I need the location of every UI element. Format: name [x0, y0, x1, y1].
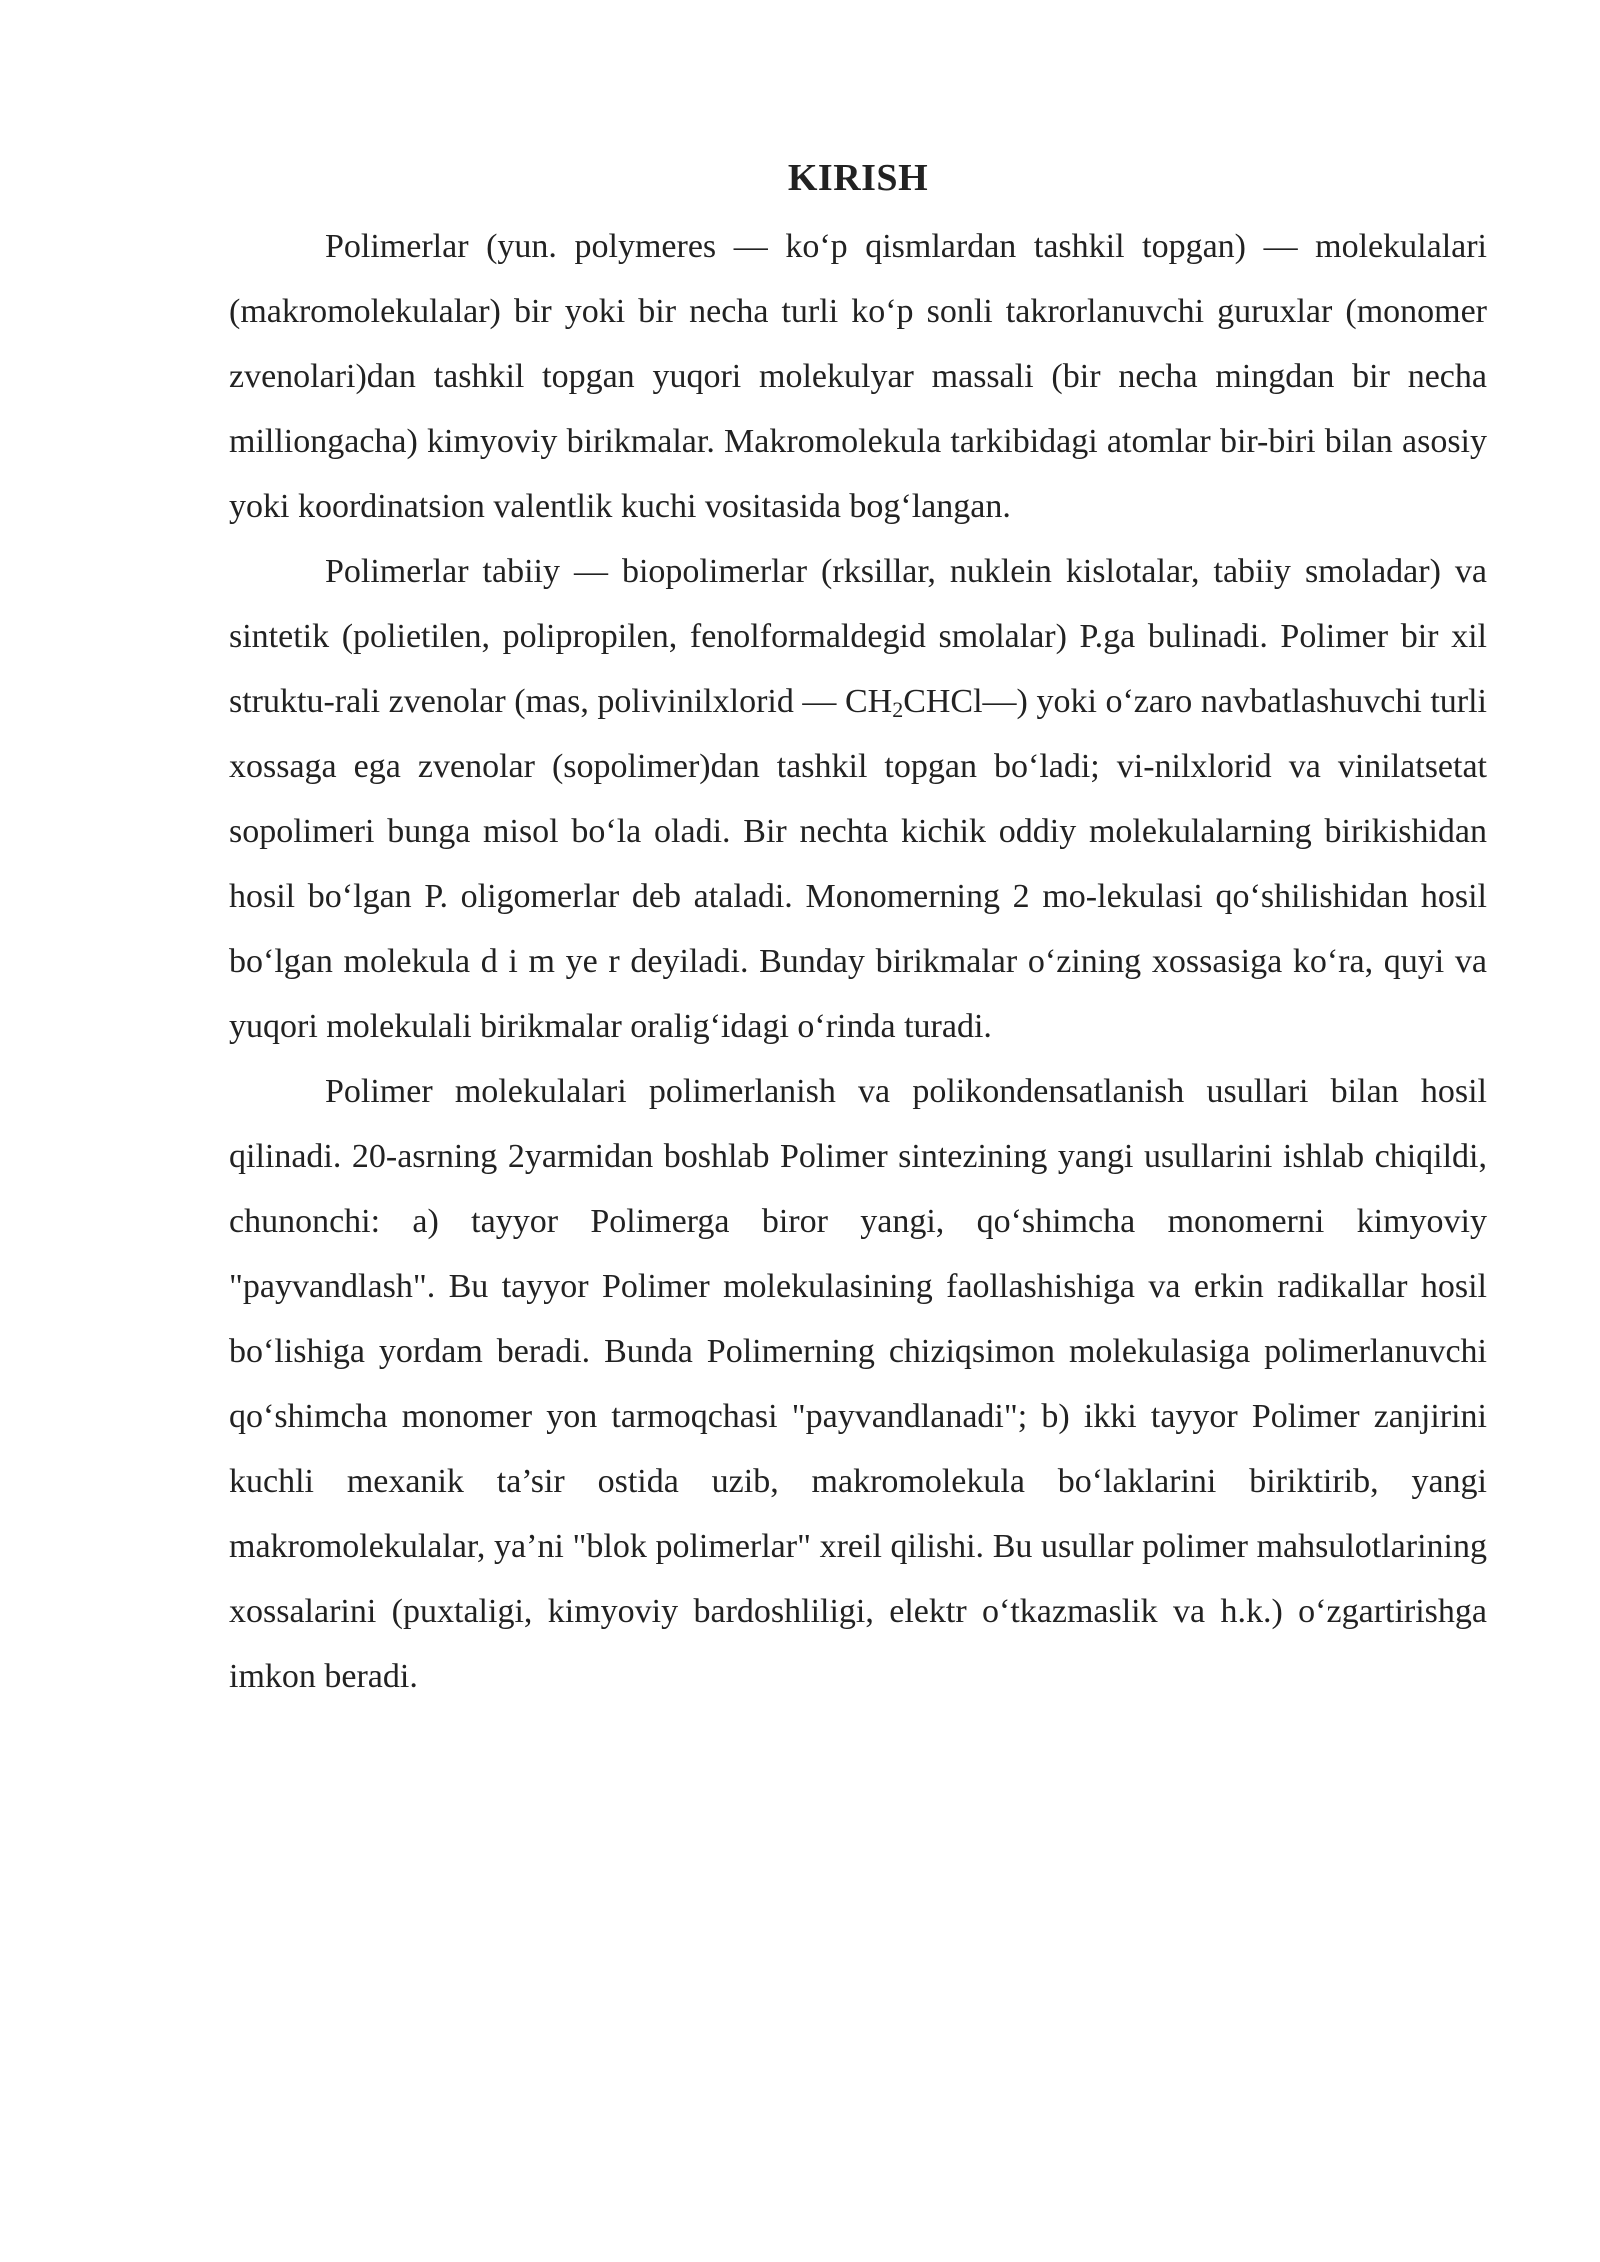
document-page: [229, 150, 1487, 1709]
formula-subscript: 2: [892, 697, 904, 722]
paragraph-2: [229, 539, 1487, 1059]
paragraph-2-text-end: CHCl—) yoki o‘zaro navbatlashuvchi turli xossaga ega zvenolar (sopolimer)dan tashkil topgan bo‘ladi; vi-nilxlorid va vinilatsetat sopolimeri bunga misol bo‘la oladi. Bir nechta kichik oddiy molekulalarning birikishidan hosil bo‘lgan P. oligomerlar deb ataladi. Monomerning 2 mo-lekulasi qo‘shilishidan hosil bo‘lgan molekula d i m ye r deyiladi. Bunday birikmalar o‘zining xossasiga ko‘ra, quyi va yuqori molekulali birikmalar oralig‘idagi o‘rinda turadi.: [229, 683, 1487, 1045]
paragraph-1: Polimerlar (yun. polymeres — ko‘p qismlardan tashkil topgan) — molekulalari (makromolekulalar) bir yoki bir necha turli ko‘p sonli takrorlanuvchi guruxlar (monomer zvenolari)dan tashkil topgan yuqori molekulyar massali (bir necha mingdan bir necha milliongacha) kimyoviy birikmalar. Makromolekula tarkibidagi atomlar bir-biri bilan asosiy yoki koordinatsion valentlik kuchi vositasida bog‘langan.: [229, 228, 1487, 525]
paragraph-3: Polimer molekulalari polimerlanish va polikondensatlanish usullari bilan hosil qilinadi. 20-asrning 2yarmidan boshlab Polimer sintezining yangi usullarini ishlab chiqildi, chunonchi: a) tayyor Polimerga biror yangi, qo‘shimcha monomerni kimyoviy "payvandlash". Bu tayyor Polimer molekulasining faollashishiga va erkin radikallar hosil bo‘lishiga yordam beradi. Bunda Polimerning chiziqsimon molekulasiga polimerlanuvchi qo‘shimcha monomer yon tarmoqchasi "payvandlanadi"; b) ikki tayyor Polimer zanjirini kuchli mexanik ta’sir ostida uzib, makromolekula bo‘laklarini biriktirib, yangi makromolekulalar, ya’ni "blok polimerlar" xreil qilishi. Bu usullar polimer mahsulotlarining xossalarini (puxtaligi, kimyoviy bardoshliligi, elektr o‘tkazmaslik va h.k.) o‘zgartirishga imkon beradi.: [229, 1073, 1487, 1695]
paragraph-2-text-start: Polimerlar tabiiy — biopolimerlar (rksillar, nuklein kislotalar, tabiiy smoladar) va sintetik (polietilen, polipropilen, fenolformaldegid smolalar) P.ga bulinadi. Polimer bir xil struktu-rali zvenolar (mas, polivinilxlorid — CH: [229, 553, 1487, 720]
page-title: KIRISH: [787, 157, 929, 199]
